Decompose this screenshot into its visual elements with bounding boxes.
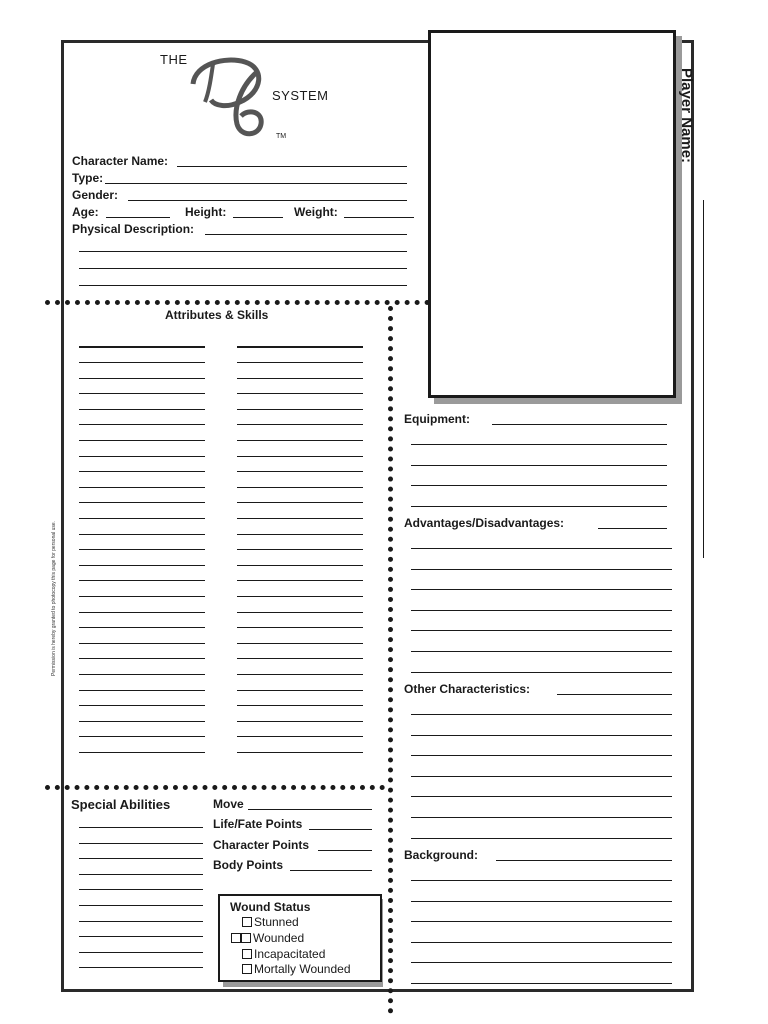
- skill-line[interactable]: [237, 424, 363, 425]
- wounded-checkbox-2[interactable]: [241, 933, 251, 943]
- move-field[interactable]: [248, 809, 372, 810]
- skill-line[interactable]: [79, 378, 205, 379]
- special-abilities-title: Special Abilities: [71, 797, 171, 812]
- skill-line[interactable]: [79, 612, 205, 613]
- other-characteristics-label: Other Characteristics:: [404, 682, 531, 696]
- skill-line[interactable]: [237, 362, 363, 363]
- special-ability-line[interactable]: [79, 952, 203, 953]
- character-points-field[interactable]: [318, 850, 372, 851]
- skill-line[interactable]: [237, 565, 363, 566]
- age-field[interactable]: [106, 217, 170, 218]
- skill-line[interactable]: [79, 424, 205, 425]
- skill-line[interactable]: [237, 596, 363, 597]
- other-characteristics-line[interactable]: [411, 796, 672, 797]
- special-ability-line[interactable]: [79, 858, 203, 859]
- wound-stunned-label: Stunned: [254, 915, 299, 929]
- attributes-skills-title: Attributes & Skills: [165, 308, 269, 322]
- equipment-line[interactable]: [411, 465, 667, 466]
- skill-line[interactable]: [237, 378, 363, 379]
- permission-notice: Permission is hereby granted to photocopy this page for personal use.: [51, 520, 57, 676]
- wounded-checkbox-1[interactable]: [231, 933, 241, 943]
- other-characteristics-line[interactable]: [411, 776, 672, 777]
- skill-line[interactable]: [79, 674, 205, 675]
- skill-line[interactable]: [237, 580, 363, 581]
- type-label: Type:: [72, 171, 104, 185]
- physical-description-line[interactable]: [79, 251, 407, 252]
- special-ability-line[interactable]: [79, 905, 203, 906]
- age-label: Age:: [72, 205, 99, 219]
- other-characteristics-line[interactable]: [411, 838, 672, 839]
- special-ability-line[interactable]: [79, 967, 203, 968]
- advantages-line[interactable]: [411, 672, 672, 673]
- wound-status-title: Wound Status: [230, 900, 311, 914]
- equipment-line[interactable]: [411, 444, 667, 445]
- skill-line[interactable]: [79, 471, 205, 472]
- skill-line[interactable]: [79, 502, 205, 503]
- incapacitated-checkbox[interactable]: [242, 949, 252, 959]
- wound-mortally-wounded[interactable]: [242, 962, 351, 976]
- skill-line[interactable]: [79, 643, 205, 644]
- background-line[interactable]: [411, 921, 672, 922]
- skill-line[interactable]: [79, 409, 205, 410]
- weight-label: Weight:: [294, 205, 338, 219]
- skill-line[interactable]: [79, 440, 205, 441]
- background-line[interactable]: [411, 880, 672, 881]
- type-field[interactable]: [105, 183, 407, 184]
- skill-line[interactable]: [79, 705, 205, 706]
- skill-line[interactable]: [237, 627, 363, 628]
- physical-description-line[interactable]: [79, 285, 407, 286]
- skill-line[interactable]: [237, 736, 363, 737]
- skill-line[interactable]: [79, 721, 205, 722]
- wound-wounded[interactable]: [231, 931, 304, 945]
- logo-tm-text: TM: [276, 133, 287, 140]
- skill-line[interactable]: [237, 721, 363, 722]
- skill-line[interactable]: [237, 705, 363, 706]
- skill-line[interactable]: [237, 487, 363, 488]
- equipment-label: Equipment:: [404, 412, 470, 426]
- special-ability-line[interactable]: [79, 843, 203, 844]
- character-points-label: Character Points: [213, 838, 310, 852]
- life-fate-points-label: Life/Fate Points: [213, 817, 303, 831]
- dotted-divider-vertical: [388, 306, 393, 1014]
- skill-line[interactable]: [79, 565, 205, 566]
- skill-line[interactable]: [79, 518, 205, 519]
- physical-description-line[interactable]: [79, 268, 407, 269]
- wound-stunned[interactable]: [242, 915, 299, 929]
- special-ability-line[interactable]: [79, 889, 203, 890]
- wound-mortally-wounded-label: Mortally Wounded: [254, 962, 351, 976]
- skill-line[interactable]: [237, 643, 363, 644]
- life-fate-points-field[interactable]: [309, 829, 372, 830]
- other-characteristics-line[interactable]: [411, 817, 672, 818]
- skill-line[interactable]: [237, 409, 363, 410]
- wound-incapacitated-label: Incapacitated: [254, 947, 326, 961]
- skill-line[interactable]: [237, 658, 363, 659]
- skill-line[interactable]: [237, 502, 363, 503]
- logo-the-text: THE: [160, 52, 188, 67]
- background-line[interactable]: [411, 983, 672, 984]
- skill-line[interactable]: [79, 736, 205, 737]
- background-field[interactable]: [496, 860, 672, 861]
- skill-line[interactable]: [79, 690, 205, 691]
- advantages-line[interactable]: [411, 610, 672, 611]
- other-characteristics-field[interactable]: [557, 694, 672, 695]
- wound-wounded-label: Wounded: [253, 931, 305, 945]
- skill-line[interactable]: [79, 534, 205, 535]
- skill-line[interactable]: [79, 456, 205, 457]
- skill-line[interactable]: [79, 580, 205, 581]
- skill-line[interactable]: [237, 471, 363, 472]
- stunned-checkbox[interactable]: [242, 917, 252, 927]
- physical-description-field[interactable]: [205, 234, 407, 235]
- attribute-line[interactable]: [237, 346, 363, 348]
- skill-line[interactable]: [79, 596, 205, 597]
- advantages-line[interactable]: [411, 651, 672, 652]
- logo-system-text: SYSTEM: [272, 88, 329, 103]
- equipment-field[interactable]: [492, 424, 667, 425]
- body-points-label: Body Points: [213, 858, 284, 872]
- special-ability-line[interactable]: [79, 827, 203, 828]
- dotted-divider-bottom: [45, 785, 385, 790]
- other-characteristics-line[interactable]: [411, 755, 672, 756]
- mortally-wounded-checkbox[interactable]: [242, 964, 252, 974]
- skill-line[interactable]: [237, 440, 363, 441]
- skill-line[interactable]: [79, 362, 205, 363]
- skill-line[interactable]: [79, 658, 205, 659]
- skill-line[interactable]: [79, 487, 205, 488]
- physical-description-label: Physical Description:: [72, 222, 195, 236]
- attribute-line[interactable]: [79, 346, 205, 348]
- skill-line[interactable]: [79, 752, 205, 753]
- equipment-line[interactable]: [411, 485, 667, 486]
- background-line[interactable]: [411, 901, 672, 902]
- character-portrait-box[interactable]: [428, 30, 676, 398]
- skill-line[interactable]: [237, 456, 363, 457]
- character-name-label: Character Name:: [72, 154, 169, 168]
- skill-line[interactable]: [79, 549, 205, 550]
- advantages-line[interactable]: [411, 589, 672, 590]
- skill-line[interactable]: [237, 612, 363, 613]
- skill-line[interactable]: [237, 534, 363, 535]
- other-characteristics-line[interactable]: [411, 735, 672, 736]
- special-ability-line[interactable]: [79, 936, 203, 937]
- advantages-disadvantages-label: Advantages/Disadvantages:: [404, 516, 565, 530]
- move-label: Move: [213, 797, 244, 811]
- other-characteristics-line[interactable]: [411, 714, 672, 715]
- body-points-field[interactable]: [290, 870, 372, 871]
- background-line[interactable]: [411, 962, 672, 963]
- skill-line[interactable]: [237, 690, 363, 691]
- skill-line[interactable]: [237, 518, 363, 519]
- advantages-line[interactable]: [411, 630, 672, 631]
- skill-line[interactable]: [79, 393, 205, 394]
- gender-label: Gender:: [72, 188, 119, 202]
- background-line[interactable]: [411, 942, 672, 943]
- player-name-label: Player Name:: [678, 68, 695, 164]
- player-name-field[interactable]: [703, 200, 704, 558]
- special-ability-line[interactable]: [79, 874, 203, 875]
- character-name-field[interactable]: [177, 166, 407, 167]
- wound-incapacitated[interactable]: [242, 947, 325, 961]
- skill-line[interactable]: [79, 627, 205, 628]
- special-ability-line[interactable]: [79, 921, 203, 922]
- advantages-disadvantages-field[interactable]: [598, 528, 667, 529]
- advantages-line[interactable]: [411, 548, 672, 549]
- background-label: Background:: [404, 848, 479, 862]
- skill-line[interactable]: [237, 674, 363, 675]
- gender-field[interactable]: [128, 200, 407, 201]
- weight-field[interactable]: [344, 217, 414, 218]
- advantages-line[interactable]: [411, 569, 672, 570]
- equipment-line[interactable]: [411, 506, 667, 507]
- dotted-divider-top: [45, 300, 430, 305]
- skill-line[interactable]: [237, 393, 363, 394]
- skill-line[interactable]: [237, 549, 363, 550]
- skill-line[interactable]: [237, 752, 363, 753]
- height-field[interactable]: [233, 217, 283, 218]
- d6-logo-mark-icon: [185, 50, 280, 140]
- height-label: Height:: [185, 205, 227, 219]
